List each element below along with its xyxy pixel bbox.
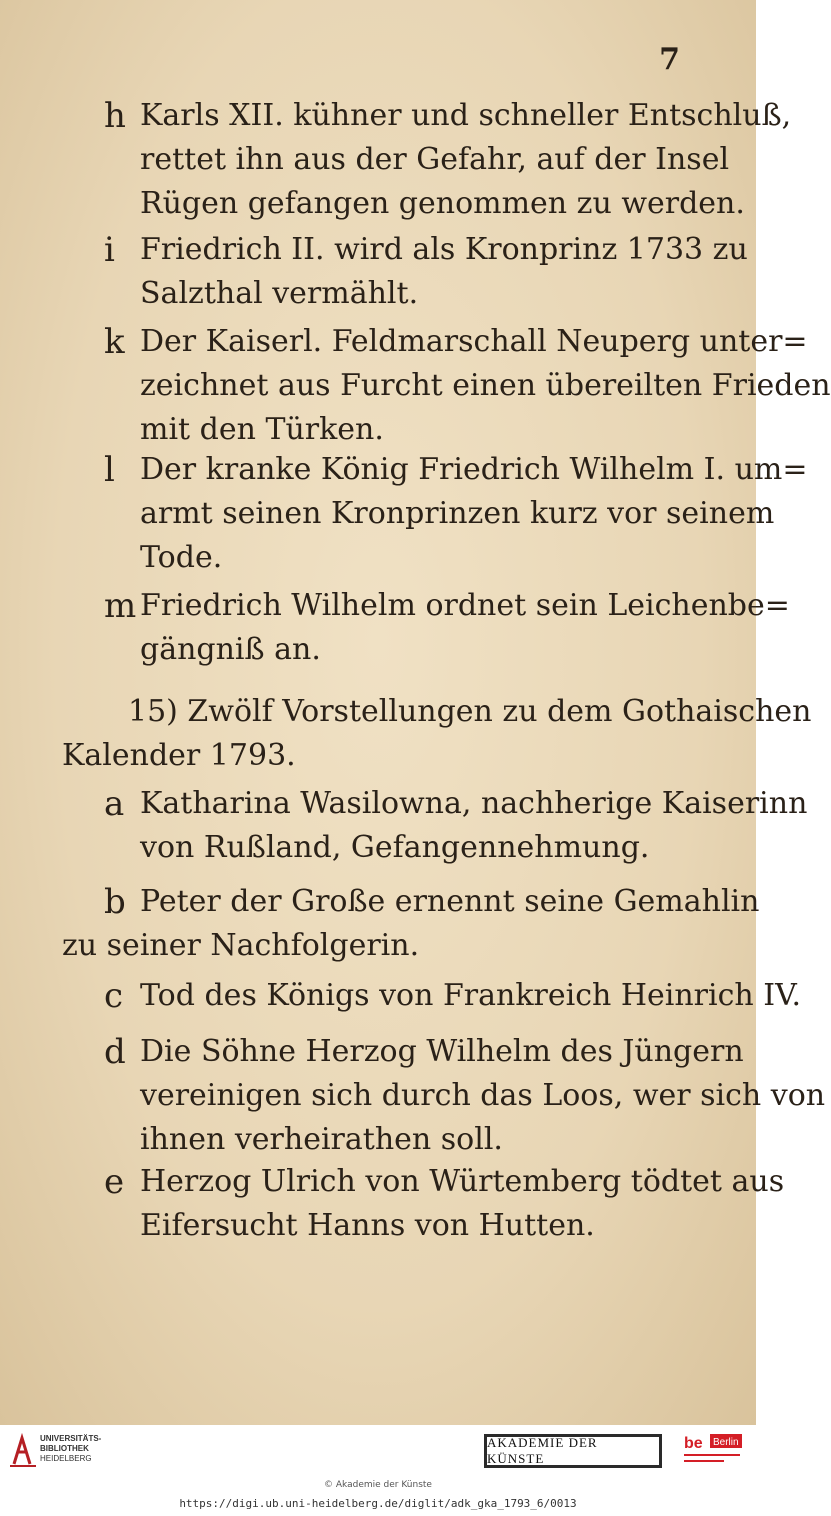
- entry-letter: a: [104, 784, 125, 824]
- entry-line: Herzog Ulrich von Würtemberg tödtet aus: [140, 1164, 785, 1199]
- entry-line: mit den Türken.: [140, 412, 384, 447]
- entry-letter: h: [104, 96, 126, 136]
- entry-letter: c: [104, 976, 124, 1016]
- entry-line: zu seiner Nachfolgerin.: [62, 928, 420, 963]
- entry-letter: l: [104, 450, 115, 490]
- entry-line: ihnen verheirathen soll.: [140, 1122, 503, 1157]
- entry-line: armt seinen Kronprinzen kurz vor seinem: [140, 496, 775, 531]
- section-heading: 15) Zwölf Vorstellungen zu dem Gothaischen: [128, 694, 812, 729]
- entry-line: Rügen gefangen genommen zu werden.: [140, 186, 745, 221]
- entry-line: Tod des Königs von Frankreich Heinrich IV.: [140, 978, 802, 1013]
- ub-line: BIBLIOTHEK: [40, 1444, 89, 1453]
- entry-letter: e: [104, 1162, 125, 1202]
- entry-line: Katharina Wasilowna, nachherige Kaiserinn: [140, 786, 808, 821]
- university-library-text: [40, 1434, 140, 1464]
- entry-line: gängniß an.: [140, 632, 321, 667]
- entry-line: Peter der Große ernennt seine Gemahlin: [140, 884, 760, 919]
- entry-line: Der kranke König Friedrich Wilhelm I. um=: [140, 452, 808, 487]
- entry-line: zeichnet aus Furcht einen übereilten Frieden: [140, 368, 831, 403]
- entry-line: vereinigen sich durch das Loos, wer sich von: [140, 1078, 826, 1113]
- be-berlin-logo-icon[interactable]: [682, 1432, 744, 1470]
- akademie-logo[interactable]: [484, 1434, 662, 1468]
- entry-line: Friedrich Wilhelm ordnet sein Leichenbe=: [140, 588, 790, 623]
- entry-line: Salzthal vermählt.: [140, 276, 419, 311]
- source-url[interactable]: https://digi.ub.uni-heidelberg.de/diglit/adk_gka_1793_6/0013: [179, 1497, 577, 1510]
- section-heading-cont: Kalender 1793.: [62, 738, 296, 773]
- entry-line: rettet ihn aus der Gefahr, auf der Insel: [140, 142, 730, 177]
- copyright-text: © Akademie der Künste: [324, 1480, 432, 1490]
- entry-letter: d: [104, 1032, 126, 1072]
- svg-text:be: be: [684, 1435, 703, 1452]
- entry-letter: k: [104, 322, 125, 362]
- entry-line: Der Kaiserl. Feldmarschall Neuperg unter=: [140, 324, 808, 359]
- ub-line: HEIDELBERG: [40, 1454, 92, 1463]
- page-number: 7: [659, 42, 680, 77]
- ub-line: UNIVERSITÄTS-: [40, 1434, 102, 1443]
- akademie-label: AKADEMIE DER KÜNSTE: [487, 1437, 659, 1465]
- entry-letter: b: [104, 882, 126, 922]
- entry-line: Die Söhne Herzog Wilhelm des Jüngern: [140, 1034, 744, 1069]
- entry-letter: m: [104, 586, 137, 626]
- entry-line: von Rußland, Gefangennehmung.: [140, 830, 650, 865]
- entry-letter: i: [104, 230, 115, 270]
- entry-line: Eifersucht Hanns von Hutten.: [140, 1208, 595, 1243]
- entry-line: Friedrich II. wird als Kronprinz 1733 zu: [140, 232, 748, 267]
- entry-line: Tode.: [140, 540, 223, 575]
- svg-text:Berlin: Berlin: [713, 1437, 739, 1448]
- entry-line: Karls XII. kühner und schneller Entschluß,: [140, 98, 792, 133]
